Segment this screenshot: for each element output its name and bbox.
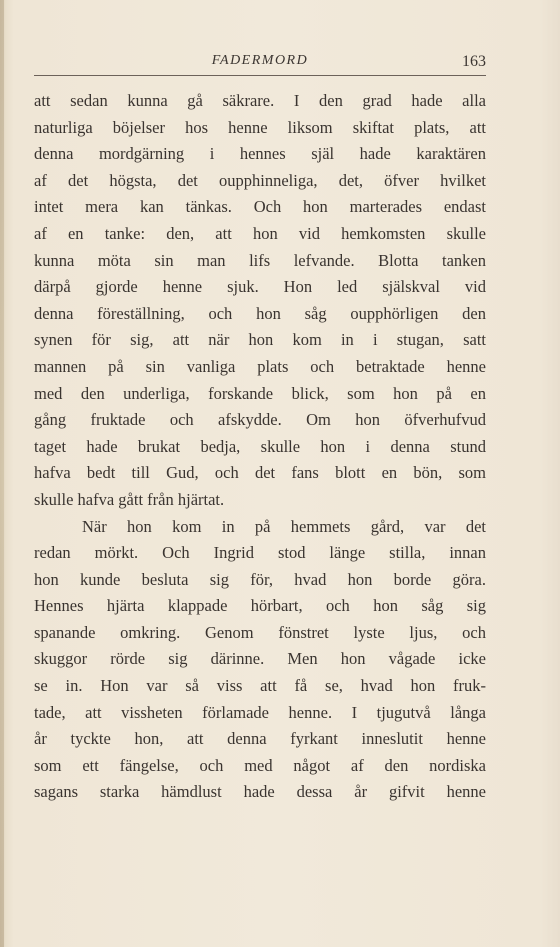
text-line: tade, att vissheten förlamade henne. I tjugutvå långa (34, 702, 486, 722)
text-line: kunna möta sin man lifs lefvande. Blotta tanken (34, 250, 486, 270)
text-line: hafva bedt till Gud, och det fans blott en bön, som (34, 463, 486, 483)
text-line: af det högsta, det oupphinneliga, det, öfver hvilket (34, 170, 486, 190)
text-line: denna mordgärning i hennes själ hade karaktären (34, 144, 486, 164)
page-binding-edge (0, 0, 4, 947)
text-line: hon kunde besluta sig för, hvad hon borde göra. (34, 569, 486, 589)
body-text (34, 88, 486, 806)
text-line: sagans starka hämdlust hade dessa år gifvit henne (34, 782, 486, 802)
running-title: FADERMORD (211, 53, 309, 68)
text-line: år tyckte hon, att denna fyrkant inneslutit henne (34, 729, 486, 749)
text-line: redan mörkt. Och Ingrid stod länge stilla, innan (34, 543, 486, 563)
text-line: intet mera kan tänkas. Och hon marterades endast (34, 197, 486, 217)
text-line: skuggor rörde sig därinne. Men hon vågade icke (34, 649, 486, 669)
text-line: därpå gjorde henne sjuk. Hon led själskval vid (34, 277, 486, 297)
text-line: som ett fängelse, och med något af den nordiska (34, 755, 486, 775)
text-line: se in. Hon var så viss att få se, hvad hon fruk- (34, 676, 486, 696)
text-line: naturliga böjelser hos henne liksom skiftat plats, att (34, 117, 486, 137)
header-rule (34, 75, 486, 76)
page-header (34, 50, 486, 74)
page-number: 163 (462, 53, 486, 70)
text-line: Hennes hjärta klappade hörbart, och hon såg sig (34, 596, 486, 616)
text-line: skulle hafva gått från hjärtat. (34, 489, 225, 509)
text-line: taget hade brukat bedja, skulle hon i denna stund (34, 436, 486, 456)
text-line: af en tanke: den, att hon vid hemkomsten skulle (34, 223, 486, 243)
text-line: gång fruktade och afskydde. Om hon öfverhufvud (34, 410, 486, 430)
text-line: spanande omkring. Genom fönstret lyste ljus, och (34, 622, 486, 642)
text-line: att sedan kunna gå säkrare. I den grad hade alla (34, 91, 486, 110)
text-line: synen för sig, att när hon kom in i stugan, satt (34, 330, 486, 350)
text-line: denna föreställning, och hon såg oupphörligen den (34, 303, 486, 323)
text-line: När hon kom in på hemmets gård, var det (82, 516, 486, 536)
text-line: mannen på sin vanliga plats och betraktade henne (34, 356, 486, 376)
text-line: med den underliga, forskande blick, som hon på en (34, 383, 486, 403)
